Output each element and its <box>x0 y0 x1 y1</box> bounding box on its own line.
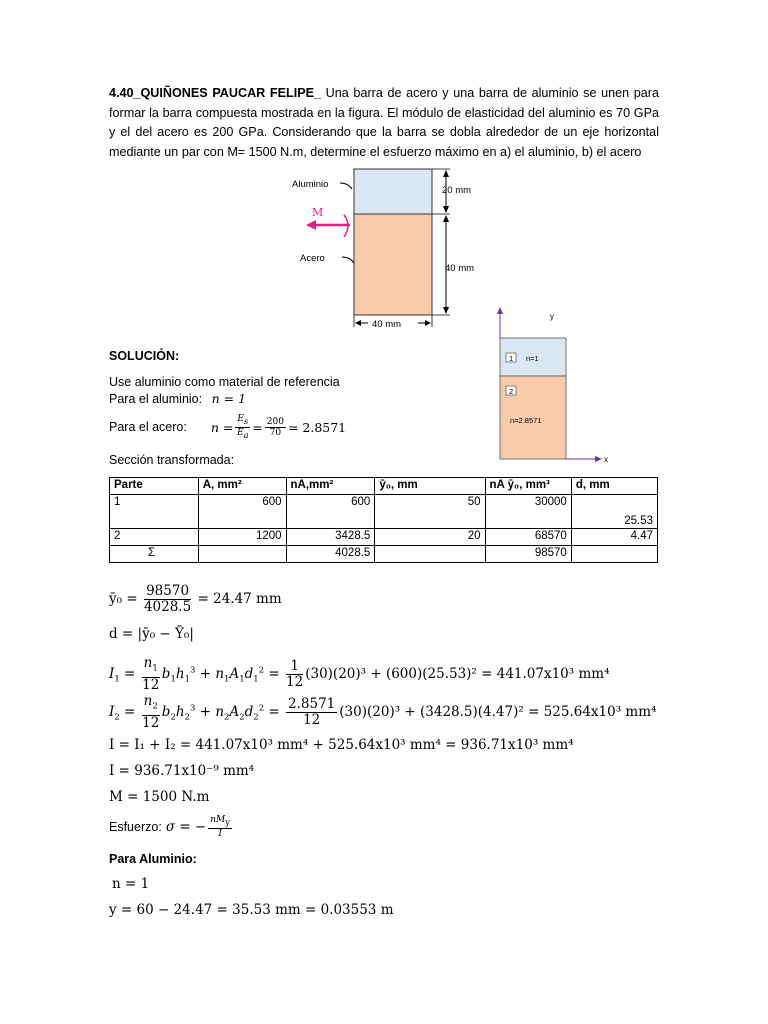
header-area: A, mm² <box>198 478 286 495</box>
equation-y0: ȳ₀ = $\frac{98570}{4028.5}$ = 24.47 mm <box>109 583 282 615</box>
transformed-section-table <box>109 477 658 563</box>
modulus-ratio-fraction: $\frac{E_s}{E_a}$ <box>236 414 249 441</box>
equation-n-al: n = 1 <box>112 876 150 892</box>
n-acero-result: = 2.8571 <box>287 419 347 435</box>
acero-label-text: Para el acero: <box>109 420 187 435</box>
moment-arrow-head <box>306 220 316 230</box>
equation-i1: $I_1$ = $\frac{n_1}{12}$ $b_1h_1^3 + n_1A_1d_1^2$ = $\frac{1}{12}$ (30)(20)³ + (600)(25.53)² = 441.07x10³ mm⁴ <box>109 655 610 693</box>
solution-line-2 <box>109 391 246 406</box>
equation-i-value: I = 936.71x10⁻⁹ mm⁴ <box>109 763 255 779</box>
table-row: Σ 4028.5 98570 <box>110 546 658 563</box>
equation-stress: Esfuerzo: σ = − $\frac{nM_y}{I}$ <box>109 815 231 839</box>
solution-line-1: Use aluminio como material de referencia <box>109 375 340 389</box>
problem-text: Una barra de acero y una barra de aluminio se unen para formar la barra compuesta mostrada en la figura. El módulo de elasticidad del aluminio es 70 GPa y el del acero es 200 GPa. Considerando que la barra se dobla alrededor de un eje horizontal mediante un par con M= 1500 N.m, determine el esfuerzo máximo en a) el aluminio, b) el acero <box>109 86 659 159</box>
table-header <box>110 478 658 495</box>
transformed-section-figure <box>490 305 620 465</box>
dim-20-label: 20 mm <box>442 185 472 196</box>
table-row: 2 1200 3428.5 20 68570 4.47 <box>110 529 658 546</box>
moment-label: M <box>312 206 324 219</box>
solution-heading: SOLUCIÓN: <box>109 349 180 363</box>
n2-label: n=2.8571 <box>510 416 542 425</box>
aluminum-bar <box>354 169 432 214</box>
value-ratio-fraction: $\frac{200}{70}$ <box>266 416 284 438</box>
n-aluminio: n = 1 <box>211 391 247 406</box>
para-aluminio-heading: Para Aluminio: <box>109 852 197 866</box>
header-nay0: nA ȳ₀, mm³ <box>485 478 571 495</box>
aluminio-leader <box>340 183 352 189</box>
aluminio-label: Aluminio <box>292 179 329 190</box>
box-1-label: 1 <box>509 354 514 363</box>
header-y0: ȳ₀, mm <box>375 478 485 495</box>
header-parte: Parte <box>110 478 199 495</box>
acero-label: Acero <box>300 253 325 264</box>
aluminio-label-text: Para el aluminio: <box>109 392 203 406</box>
problem-title: 4.40_QUIÑONES PAUCAR FELIPE_ <box>109 86 322 100</box>
header-d: d, mm <box>571 478 657 495</box>
solution-line-4: Sección transformada: <box>109 453 235 467</box>
dim-40-bottom-label: 40 mm <box>372 319 402 330</box>
dim-40-side-label: 40 mm <box>445 263 475 274</box>
equation-moment: M = 1500 N.m <box>109 789 210 805</box>
header-na: nA,mm² <box>286 478 375 495</box>
composite-bar-figure <box>280 165 500 340</box>
box-2-label: 2 <box>509 387 514 396</box>
table-row: 1 600 600 50 30000 25.53 <box>110 495 658 529</box>
n1-label: n=1 <box>526 354 539 363</box>
x-axis-label: x <box>604 455 608 464</box>
acero-leader <box>342 257 354 263</box>
steel-bar <box>354 214 432 315</box>
equation-i2: $I_2$ = $\frac{n_2}{12}$ $b_2h_2^3 + n_2A_2d_2^2$ = $\frac{2.8571}{12}$ (30)(20)³ + (3428.5)(4.47)² = 525.64x10³ mm⁴ <box>109 693 657 731</box>
y-axis-label: y <box>550 312 554 321</box>
equation-y-al: y = 60 − 24.47 = 35.53 mm = 0.03553 m <box>109 902 394 918</box>
equation-i-sum: I = I₁ + I₂ = 441.07x10³ mm⁴ + 525.64x10³ mm⁴ = 936.71x10³ mm⁴ <box>109 737 574 753</box>
problem-statement <box>109 84 659 162</box>
solution-line-3: Para el acero: n = $\frac{E_s}{E_a}$ = $\frac{200}{70}$ = 2.8571 <box>109 414 347 441</box>
equation-d: d = |ȳ₀ − Ȳ₀| <box>109 626 194 642</box>
